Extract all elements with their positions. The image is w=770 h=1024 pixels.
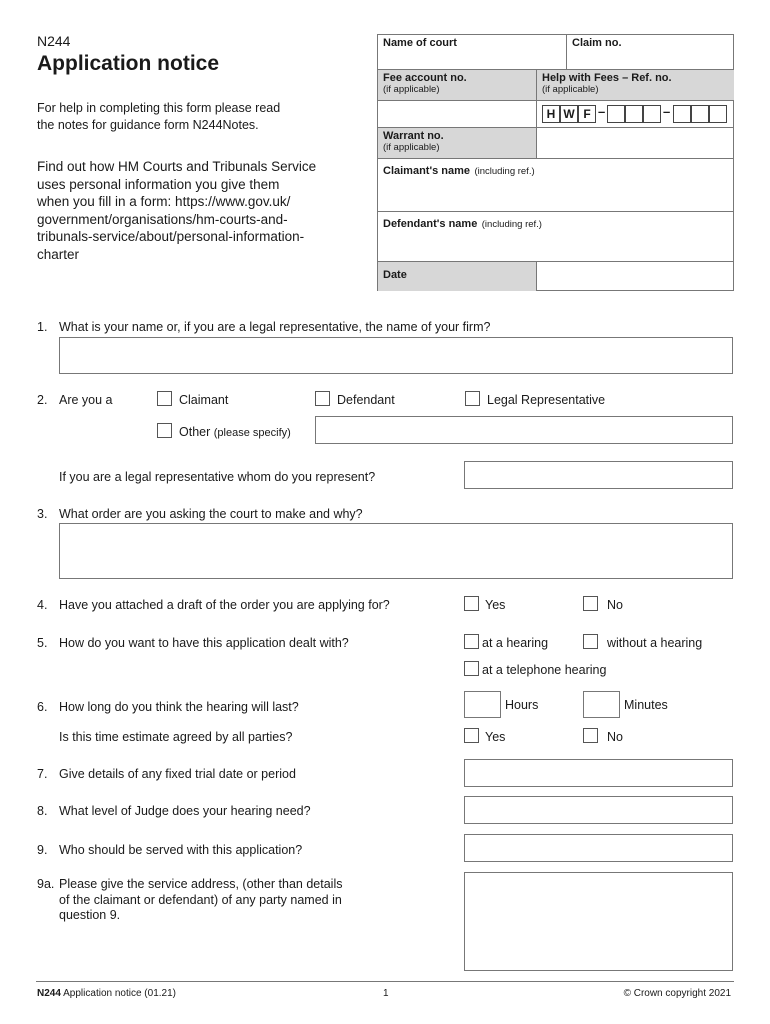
hwf-letter-f: F <box>578 105 596 123</box>
other-checkbox[interactable] <box>157 423 172 438</box>
footer-divider <box>36 981 734 982</box>
minutes-input[interactable] <box>583 691 620 718</box>
hours-label: Hours <box>505 698 539 712</box>
q3-order-input[interactable] <box>59 523 733 579</box>
q4-number: 4. <box>37 598 48 612</box>
q9-served-input[interactable] <box>464 834 733 862</box>
q8-label: What level of Judge does your hearing need? <box>59 804 311 818</box>
other-specify-input[interactable] <box>315 416 733 444</box>
claimant-name-cell[interactable]: Claimant's name (including ref.) <box>378 159 734 212</box>
claim-no-cell[interactable]: Claim no. <box>567 35 734 70</box>
represent-input[interactable] <box>464 461 733 489</box>
q1-number: 1. <box>37 320 48 334</box>
q7-trial-date-input[interactable] <box>464 759 733 787</box>
minutes-label: Minutes <box>624 698 668 712</box>
q9a-number: 9a. <box>37 877 55 891</box>
copyright: © Crown copyright 2021 <box>623 988 731 999</box>
warrant-label: Warrant no. (if applicable) <box>378 128 537 159</box>
defendant-label: Defendant <box>337 393 395 407</box>
hwf-box[interactable] <box>709 105 727 123</box>
q1-name-input[interactable] <box>59 337 733 374</box>
privacy-text: Find out how HM Courts and Tribunals Service uses personal information you give them when you fill in a form: https://www.gov.uk/ government/organisations/hm-courts-and- tribunals-service/about/personal-information- charter <box>37 159 317 262</box>
warrant-field[interactable] <box>537 128 734 159</box>
header-table <box>377 34 734 291</box>
defendant-checkbox[interactable] <box>315 391 330 406</box>
hwf-box[interactable] <box>643 105 661 123</box>
q2-number: 2. <box>37 393 48 407</box>
at-hearing-checkbox[interactable] <box>464 634 479 649</box>
q7-number: 7. <box>37 767 48 781</box>
hwf-dash: – <box>598 104 606 119</box>
q5-number: 5. <box>37 636 48 650</box>
represent-label: If you are a legal representative whom do you represent? <box>59 470 376 484</box>
q8-judge-level-input[interactable] <box>464 796 733 824</box>
help-text: For help in completing this form please read the notes for guidance form N244Notes. <box>37 101 281 132</box>
hwf-box[interactable] <box>691 105 709 123</box>
fee-account-label: Fee account no. (if applicable) <box>378 70 537 101</box>
q6-yes-checkbox[interactable] <box>464 728 479 743</box>
hwf-box[interactable] <box>673 105 691 123</box>
legal-representative-label: Legal Representative <box>487 393 606 407</box>
hwf-letter-w: W <box>560 105 578 123</box>
q8-number: 8. <box>37 804 48 818</box>
q4-yes-checkbox[interactable] <box>464 596 479 611</box>
q6-number: 6. <box>37 700 48 714</box>
form-code: N244 <box>37 33 71 49</box>
without-hearing-checkbox[interactable] <box>583 634 598 649</box>
q4-label: Have you attached a draft of the order you are applying for? <box>59 598 390 612</box>
defendant-name-cell[interactable]: Defendant's name (including ref.) <box>378 212 734 262</box>
q7-label: Give details of any fixed trial date or period <box>59 767 296 781</box>
q9a-label: Please give the service address, (other than details of the claimant or defendant) of any party named in question 9. <box>59 877 343 922</box>
hwf-box[interactable] <box>607 105 625 123</box>
q9-label: Who should be served with this application? <box>59 843 303 857</box>
telephone-hearing-checkbox[interactable] <box>464 661 479 676</box>
q6-no-checkbox[interactable] <box>583 728 598 743</box>
q4-no-label: No <box>607 598 623 612</box>
q1-label: What is your name or, if you are a legal representative, the name of your firm? <box>59 320 491 334</box>
without-hearing-label: without a hearing <box>607 636 703 650</box>
fee-account-field[interactable] <box>378 101 537 128</box>
hours-input[interactable] <box>464 691 501 718</box>
claimant-label: Claimant <box>179 393 229 407</box>
other-label: Other (please specify) <box>179 425 291 439</box>
page-title: Application notice <box>37 52 220 75</box>
at-hearing-label: at a hearing <box>482 636 549 650</box>
q2-label: Are you a <box>59 393 113 407</box>
page-number: 1 <box>383 988 389 999</box>
hwf-dash: – <box>663 104 671 119</box>
claimant-checkbox[interactable] <box>157 391 172 406</box>
q6-yes-label: Yes <box>485 730 506 744</box>
q3-number: 3. <box>37 507 48 521</box>
q4-yes-label: Yes <box>485 598 506 612</box>
footer-doc: N244 Application notice (01.21) <box>37 988 176 999</box>
help-with-fees-label: Help with Fees – Ref. no. (if applicable) <box>537 70 734 101</box>
legal-representative-checkbox[interactable] <box>465 391 480 406</box>
date-field[interactable] <box>537 262 734 291</box>
q4-no-checkbox[interactable] <box>583 596 598 611</box>
hwf-box[interactable] <box>625 105 643 123</box>
q9a-address-input[interactable] <box>464 872 733 971</box>
hwf-letter-h: H <box>542 105 560 123</box>
q6-no-label: No <box>607 730 623 744</box>
q9-number: 9. <box>37 843 48 857</box>
q6-label: How long do you think the hearing will last? <box>59 700 299 714</box>
q5-label: How do you want to have this application dealt with? <box>59 636 349 650</box>
date-label: Date <box>378 262 537 291</box>
q3-label: What order are you asking the court to make and why? <box>59 507 363 521</box>
q6-agreed-label: Is this time estimate agreed by all parties? <box>59 730 293 744</box>
name-of-court-cell[interactable]: Name of court <box>378 35 567 70</box>
telephone-hearing-label: at a telephone hearing <box>482 663 607 677</box>
